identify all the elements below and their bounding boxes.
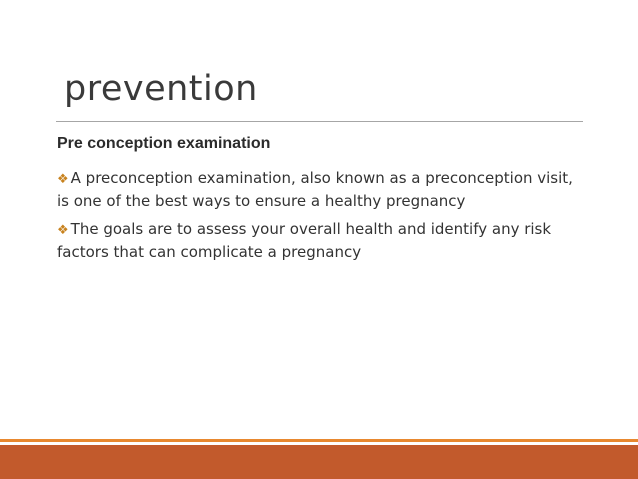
diamond-bullet-icon: ❖ [57, 223, 69, 238]
footer-accent-line [0, 439, 638, 442]
bullet-text: A preconception examination, also known as a preconception visit, is one of the best ways to ensure a healthy pregnancy [57, 169, 573, 210]
diamond-bullet-icon: ❖ [57, 172, 69, 187]
title-divider [56, 121, 583, 122]
footer-accent-bar [0, 445, 638, 479]
bullet-item [57, 168, 587, 211]
bullet-item [57, 219, 587, 262]
bullet-text: The goals are to assess your overall health and identify any risk factors that can complicate a pregnancy [57, 220, 552, 261]
slide-title: prevention [64, 69, 258, 109]
bullet-list [57, 168, 587, 270]
slide-subheading: Pre conception examination [57, 135, 271, 152]
